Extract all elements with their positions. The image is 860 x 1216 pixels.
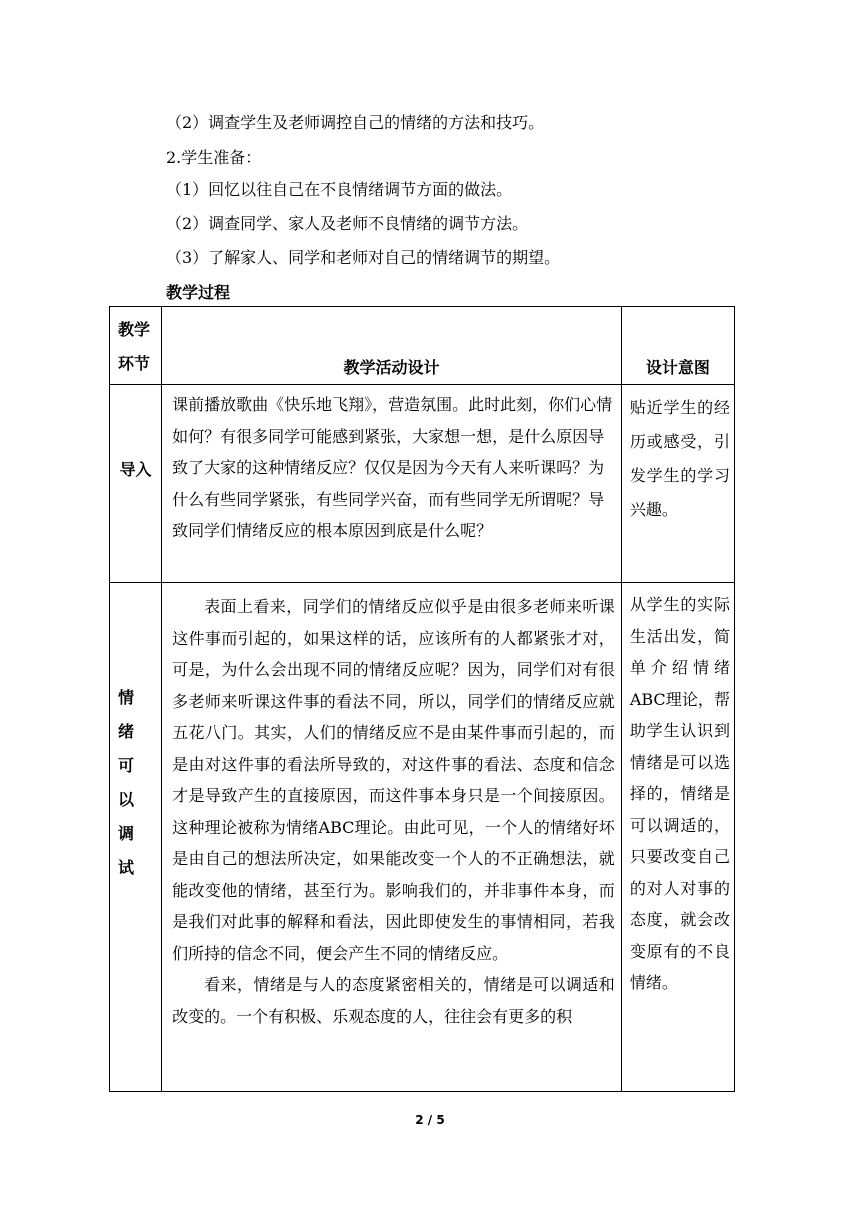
teaching-process-table — [109, 306, 735, 1092]
header-activity: 教学活动设计 — [343, 358, 440, 377]
row-activity-paragraph-2: 看来，情绪是与人的态度紧密相关的，情绪是可以调适和改变的。一个有积极、乐观态度的人，往往会有更多的积 — [172, 975, 615, 1026]
row-stage: 情绪可以调试 — [118, 688, 141, 877]
row-intent: 贴近学生的经历或感受，引发学生的学习兴趣。 — [629, 398, 730, 519]
section-heading: 教学过程 — [166, 283, 231, 302]
row-activity-paragraph-1: 表面上看来，同学们的情绪反应似乎是由很多老师来听课这件事而引起的，如果这样的话，应该所有的人都紧张才对，可是，为什么会出现不同的情绪反应呢？因为，同学们对有很多老师来听课这件事的看法不同，所以，同学们的情绪反应就五花八门。其实，人们的情绪反应不是由某件事而引起的，而是由对这件事的看法所导致的，对这件事的看法、态度和信念才是导致产生的直接原因，而这件事本身只是一个间接原因。这种理论被称为情绪ABC理论。由此可见，一个人的情绪好坏是由自己的想法所决定，如果能改变一个人的不正确想法，就能改变他的情绪，甚至行为。影响我们的，并非事件本身，而是我们对此事的解释和看法，因此即使发生的事情相同，若我们所持的信念不同，便会产生不同的情绪反应。 — [172, 597, 615, 963]
row-activity: 课前播放歌曲《快乐地飞翔》，营造氛围。此时此刻，你们心情如何？有很多同学可能感到紧张，大家想一想，是什么原因导致了大家的这种情绪反应？仅仅是因为今天有人来听课吗？为什么有些同学紧张，有些同学兴奋，而有些同学无所谓呢？导致同学们情绪反应的根本原因到底是什么呢？ — [172, 395, 613, 540]
header-stage: 教学环节 — [118, 320, 151, 373]
page-number: 2 / 5 — [415, 1113, 445, 1127]
intro-line-3: （1）回忆以往自己在不良情绪调节方面的做法。 — [166, 180, 513, 199]
intro-line-4: （2）调查同学、家人及老师不良情绪的调节方法。 — [166, 214, 529, 233]
row-stage: 导入 — [119, 460, 152, 479]
header-intent: 设计意图 — [645, 358, 710, 377]
intro-line-1: （2）调查学生及老师调控自己的情绪的方法和技巧。 — [166, 113, 545, 132]
intro-line-2: 2.学生准备： — [166, 148, 262, 167]
intro-line-5: （3）了解家人、同学和老师对自己的情绪调节的期望。 — [166, 248, 561, 267]
row-intent: 从学生的实际生活出发，简单介绍情绪ABC理论，帮助学生认识到情绪是可以选择的，情绪是可以调适的，只要改变自己的对人对事的态度，就会改变原有的不良情绪。 — [629, 595, 730, 992]
table-row — [110, 385, 735, 583]
table-row — [110, 583, 735, 1092]
table-header-row — [110, 307, 735, 385]
